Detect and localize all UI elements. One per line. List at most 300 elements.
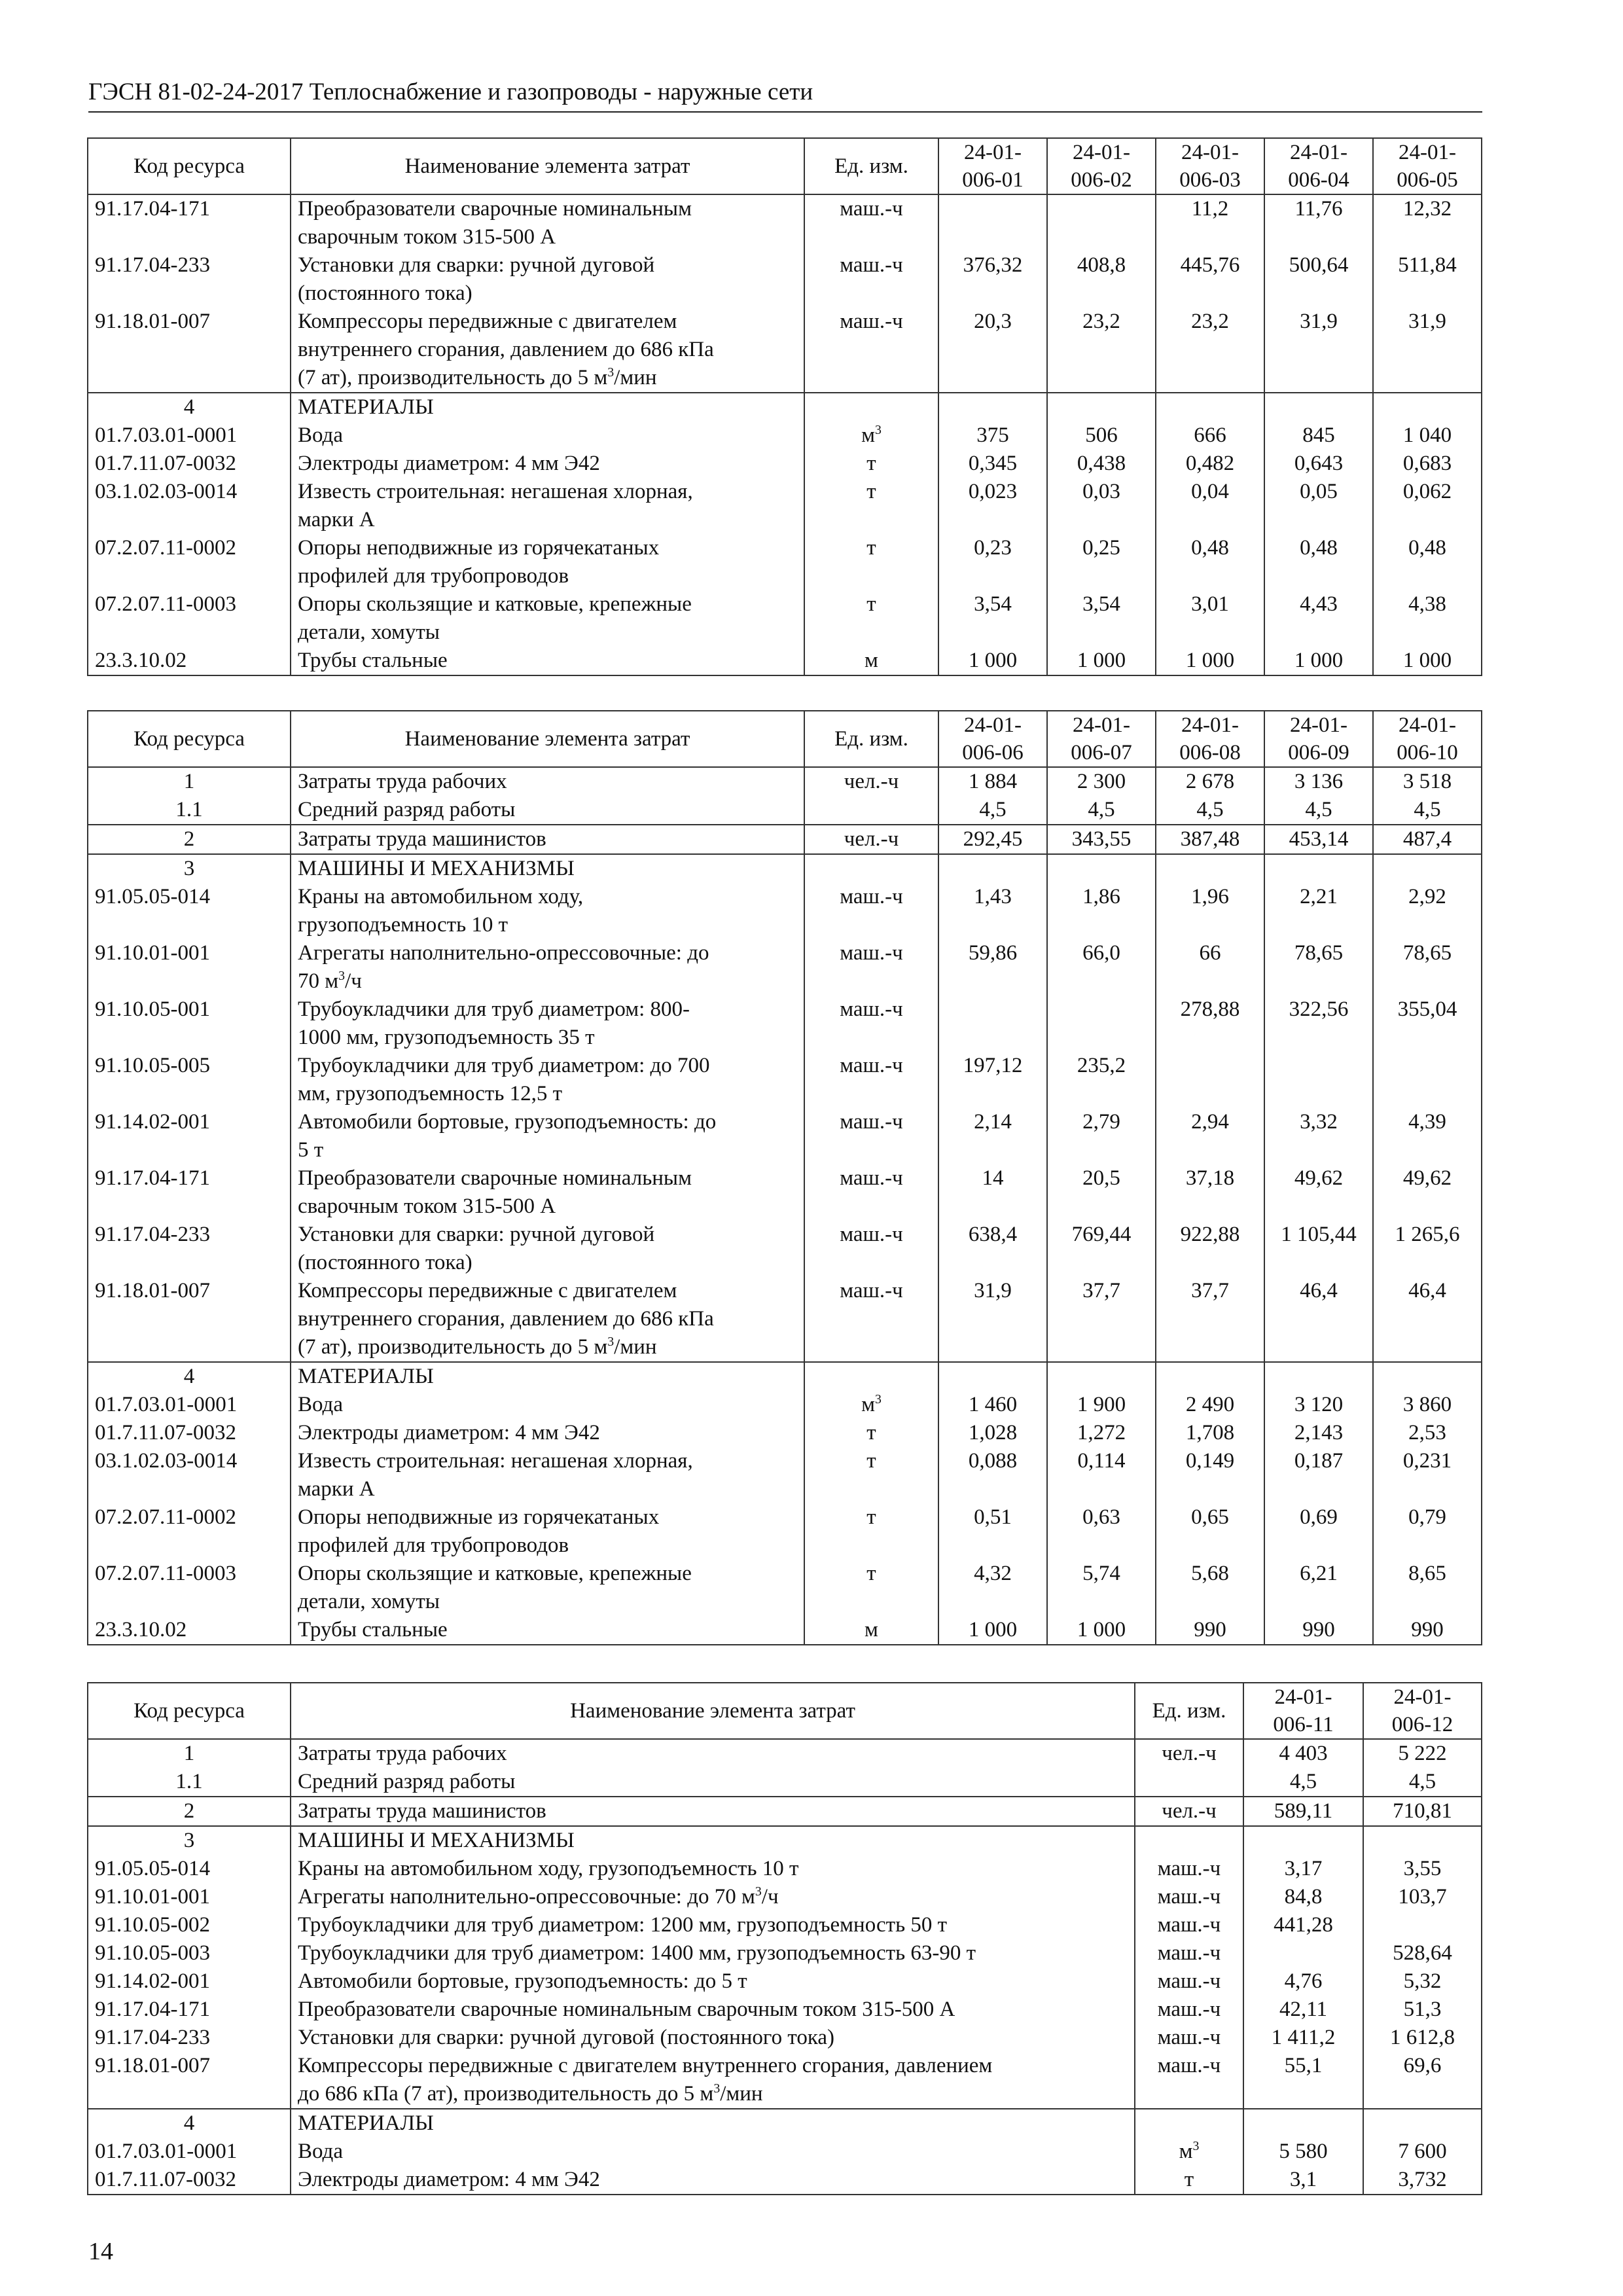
value-cell: 1 000	[1156, 647, 1264, 675]
value-cell: 4,39	[1373, 1108, 1482, 1164]
section-title: МАШИНЫ И МЕХАНИЗМЫ	[291, 1826, 1135, 1855]
value-cell	[1156, 1052, 1264, 1108]
col-header-norm	[1373, 138, 1482, 194]
unit-cell: маш.-ч	[804, 883, 938, 939]
resource-code: 1.1	[88, 796, 291, 825]
line: Автомобили бортовые, грузоподъемность: до	[298, 1110, 717, 1134]
table-row	[88, 1391, 1482, 1419]
col-header-unit: Ед. изм.	[1135, 1683, 1243, 1739]
value-cell: 37,7	[1047, 1277, 1156, 1362]
resource-name	[291, 1108, 804, 1164]
value-cell: 7 600	[1363, 2138, 1482, 2166]
value-cell: 3 136	[1264, 767, 1373, 796]
unit-cell: т	[804, 450, 938, 478]
resource-code: 03.1.02.03-0014	[88, 478, 291, 534]
resource-name	[291, 194, 804, 251]
line: Трубоукладчики для труб диаметром: до 700	[298, 1054, 710, 1077]
resource-name	[291, 939, 804, 996]
empty-cell	[938, 854, 1047, 883]
value-cell	[1047, 194, 1156, 251]
value-cell: 78,65	[1373, 939, 1482, 996]
resource-code: 91.17.04-233	[88, 2024, 291, 2052]
value-cell: 46,4	[1264, 1277, 1373, 1362]
line: (постоянного тока)	[298, 281, 473, 305]
value-cell: 3 860	[1373, 1391, 1482, 1419]
value-cell: 51,3	[1363, 1996, 1482, 2024]
col-header-norm	[1363, 1683, 1482, 1739]
resource-code: 2	[88, 1797, 291, 1826]
value-cell: 666	[1156, 422, 1264, 450]
header-row	[88, 711, 1482, 767]
value-cell: 103,7	[1363, 1883, 1482, 1911]
value-cell: 3,1	[1243, 2166, 1363, 2195]
table-row	[88, 2052, 1482, 2109]
col-header-unit: Ед. изм.	[804, 711, 938, 767]
value-cell: 4,5	[1243, 1768, 1363, 1797]
table-row	[88, 1560, 1482, 1616]
line: 006-08	[1179, 741, 1241, 764]
resource-name	[291, 767, 804, 796]
resource-name	[291, 1277, 804, 1362]
resource-code: 01.7.03.01-0001	[88, 1391, 291, 1419]
page-header: ГЭСН 81-02-24-2017 Теплоснабжение и газопроводы - наружные сети	[88, 77, 1482, 113]
value-cell: 2,94	[1156, 1108, 1264, 1164]
empty-cell	[938, 393, 1047, 422]
unit-cell: т	[1135, 2166, 1243, 2195]
value-cell: 1,028	[938, 1419, 1047, 1447]
value-cell: 1 000	[1264, 647, 1373, 675]
value-cell: 387,48	[1156, 825, 1264, 854]
value-cell: 3,32	[1264, 1108, 1373, 1164]
empty-cell	[1156, 854, 1264, 883]
value-cell: 0,062	[1373, 478, 1482, 534]
line: 70 $м^3/ч$	[298, 969, 362, 993]
line: 006-01	[962, 168, 1024, 192]
line: 24-01-	[1073, 141, 1130, 164]
line: Вода	[298, 2140, 343, 2163]
unit-cell: $м^3$	[804, 1391, 938, 1419]
resource-code: 01.7.11.07-0032	[88, 1419, 291, 1447]
value-cell: 0,65	[1156, 1503, 1264, 1560]
resource-name	[291, 1164, 804, 1221]
value-cell: 355,04	[1373, 996, 1482, 1052]
line: 1000 мм, грузоподъемность 35 т	[298, 1026, 595, 1049]
value-cell: 0,438	[1047, 450, 1156, 478]
line: 24-01-	[1290, 713, 1347, 737]
value-cell: 0,187	[1264, 1447, 1373, 1503]
line: профилей для трубопроводов	[298, 1534, 569, 1557]
resource-name	[291, 2166, 1135, 2195]
empty-cell	[938, 1362, 1047, 1391]
resource-name	[291, 1503, 804, 1560]
section-row	[88, 1826, 1482, 1855]
line: Опоры скользящие и катковые, крепежные	[298, 592, 692, 616]
value-cell: 845	[1264, 422, 1373, 450]
table-row	[88, 883, 1482, 939]
empty-cell	[1373, 854, 1482, 883]
table-row	[88, 825, 1482, 854]
unit-cell: т	[804, 1419, 938, 1447]
line: Электроды диаметром: 4 мм Э42	[298, 1421, 600, 1444]
empty-cell	[1363, 2109, 1482, 2138]
resource-name	[291, 1883, 1135, 1911]
value-cell: 5,74	[1047, 1560, 1156, 1616]
value-cell: 31,9	[938, 1277, 1047, 1362]
value-cell: 1 000	[938, 1616, 1047, 1645]
unit-cell: т	[804, 1447, 938, 1503]
value-cell: 0,04	[1156, 478, 1264, 534]
value-cell: 0,23	[938, 534, 1047, 590]
resource-name	[291, 450, 804, 478]
line: Преобразователи сварочные номинальным	[298, 1166, 692, 1190]
col-header-code: Код ресурса	[88, 138, 291, 194]
line: 24-01-	[964, 713, 1022, 737]
section-code: 4	[88, 1362, 291, 1391]
resource-name	[291, 2024, 1135, 2052]
table-row	[88, 1967, 1482, 1996]
table-row	[88, 1911, 1482, 1939]
line: (7 ат), производительность до 5 $м^3$/мин	[298, 1335, 657, 1359]
line: Преобразователи сварочные номинальным сварочным током 315-500 А	[298, 1998, 955, 2021]
value-cell: 4,32	[938, 1560, 1047, 1616]
value-cell: 0,03	[1047, 478, 1156, 534]
resource-table-2	[87, 710, 1482, 1645]
value-cell	[1243, 1939, 1363, 1967]
line: мм, грузоподъемность 12,5 т	[298, 1082, 563, 1105]
line: Вода	[298, 423, 343, 447]
value-cell: 1,86	[1047, 883, 1156, 939]
value-cell: 1 884	[938, 767, 1047, 796]
resource-name	[291, 2052, 1135, 2109]
unit-cell: маш.-ч	[1135, 1911, 1243, 1939]
unit-cell: маш.-ч	[1135, 1855, 1243, 1883]
empty-cell	[1243, 2109, 1363, 2138]
resource-name	[291, 251, 804, 308]
value-cell: 0,51	[938, 1503, 1047, 1560]
unit-cell: маш.-ч	[804, 308, 938, 393]
resource-code: 91.18.01-007	[88, 2052, 291, 2109]
table-row	[88, 1419, 1482, 1447]
unit-cell: м	[804, 1616, 938, 1645]
value-cell: 0,088	[938, 1447, 1047, 1503]
section-row	[88, 393, 1482, 422]
resource-name	[291, 996, 804, 1052]
table-row	[88, 1768, 1482, 1797]
value-cell: 3,54	[1047, 590, 1156, 647]
resource-code: 01.7.11.07-0032	[88, 2166, 291, 2195]
unit-cell: маш.-ч	[1135, 1939, 1243, 1967]
table-row	[88, 534, 1482, 590]
table-row	[88, 1616, 1482, 1645]
col-header-norm	[938, 711, 1047, 767]
value-cell: 376,32	[938, 251, 1047, 308]
resource-name	[291, 1996, 1135, 2024]
value-cell: 37,7	[1156, 1277, 1264, 1362]
resource-table-1	[87, 137, 1482, 676]
line: Компрессоры передвижные с двигателем	[298, 310, 677, 333]
value-cell: 59,86	[938, 939, 1047, 996]
value-cell: 31,9	[1264, 308, 1373, 393]
empty-cell	[1363, 1826, 1482, 1855]
unit-cell: маш.-ч	[804, 939, 938, 996]
value-cell: 69,6	[1363, 2052, 1482, 2109]
resource-code: 91.10.05-001	[88, 996, 291, 1052]
unit-cell: м	[804, 647, 938, 675]
value-cell: 2,14	[938, 1108, 1047, 1164]
value-cell: 3,55	[1363, 1855, 1482, 1883]
resource-name	[291, 422, 804, 450]
value-cell: 445,76	[1156, 251, 1264, 308]
value-cell: 4,5	[1156, 796, 1264, 825]
line: Трубы стальные	[298, 1618, 448, 1641]
table-row	[88, 308, 1482, 393]
line: 24-01-	[1393, 1685, 1452, 1709]
col-header-norm	[1156, 138, 1264, 194]
resource-name	[291, 1768, 1135, 1797]
value-cell: 638,4	[938, 1221, 1047, 1277]
unit-cell: чел.-ч	[1135, 1739, 1243, 1768]
resource-name	[291, 1616, 804, 1645]
value-cell: 14	[938, 1164, 1047, 1221]
value-cell: 20,5	[1047, 1164, 1156, 1221]
line: детали, хомуты	[298, 620, 440, 644]
resource-code: 07.2.07.11-0003	[88, 1560, 291, 1616]
unit-cell	[804, 796, 938, 825]
col-header-norm	[1264, 711, 1373, 767]
value-cell: 990	[1264, 1616, 1373, 1645]
line: 006-04	[1288, 168, 1349, 192]
empty-cell	[1047, 393, 1156, 422]
line: 006-10	[1397, 741, 1458, 764]
resource-code: 91.17.04-171	[88, 194, 291, 251]
value-cell: 710,81	[1363, 1797, 1482, 1826]
value-cell: 20,3	[938, 308, 1047, 393]
value-cell: 511,84	[1373, 251, 1482, 308]
empty-cell	[1264, 854, 1373, 883]
col-header-norm	[1264, 138, 1373, 194]
empty-cell	[804, 393, 938, 422]
table-row	[88, 1883, 1482, 1911]
line: Установки для сварки: ручной дуговой	[298, 253, 655, 277]
line: 006-02	[1071, 168, 1132, 192]
col-header-norm	[1373, 711, 1482, 767]
unit-cell: маш.-ч	[1135, 1967, 1243, 1996]
unit-cell: маш.-ч	[1135, 1996, 1243, 2024]
value-cell: 37,18	[1156, 1164, 1264, 1221]
line: Средний разряд работы	[298, 1770, 516, 1793]
table-row	[88, 450, 1482, 478]
line: 006-11	[1273, 1713, 1334, 1736]
value-cell: 0,023	[938, 478, 1047, 534]
unit-cell: маш.-ч	[804, 1221, 938, 1277]
line: внутреннего сгорания, давлением до 686 кПа	[298, 1307, 714, 1331]
resource-name	[291, 1447, 804, 1503]
value-cell: 6,21	[1264, 1560, 1373, 1616]
resource-code: 91.05.05-014	[88, 1855, 291, 1883]
resource-name	[291, 1391, 804, 1419]
unit-cell: маш.-ч	[804, 996, 938, 1052]
resource-table-3	[87, 1682, 1482, 2195]
line: Затраты труда машинистов	[298, 827, 546, 851]
value-cell: 8,65	[1373, 1560, 1482, 1616]
value-cell	[1373, 1052, 1482, 1108]
page-number: 14	[88, 2238, 113, 2265]
value-cell: 1 040	[1373, 422, 1482, 450]
value-cell: 343,55	[1047, 825, 1156, 854]
value-cell: 4,5	[938, 796, 1047, 825]
line: Известь строительная: негашеная хлорная,	[298, 1449, 693, 1473]
resource-code: 01.7.03.01-0001	[88, 2138, 291, 2166]
empty-cell	[1135, 2109, 1243, 2138]
table-row	[88, 251, 1482, 308]
line: Трубоукладчики для труб диаметром: 1400 мм, грузоподъемность 63-90 т	[298, 1941, 976, 1965]
line: 006-09	[1288, 741, 1349, 764]
line: Трубы стальные	[298, 649, 448, 672]
line: Известь строительная: негашеная хлорная,	[298, 480, 693, 503]
unit-cell: чел.-ч	[1135, 1797, 1243, 1826]
value-cell: 5 222	[1363, 1739, 1482, 1768]
line: внутреннего сгорания, давлением до 686 кПа	[298, 338, 714, 361]
value-cell: 0,25	[1047, 534, 1156, 590]
value-cell: 5 580	[1243, 2138, 1363, 2166]
resource-name	[291, 534, 804, 590]
value-cell: 0,48	[1373, 534, 1482, 590]
resource-name	[291, 308, 804, 393]
empty-cell	[1135, 1826, 1243, 1855]
resource-code: 01.7.11.07-0032	[88, 450, 291, 478]
resource-name	[291, 1560, 804, 1616]
resource-code: 91.17.04-233	[88, 251, 291, 308]
line: Электроды диаметром: 4 мм Э42	[298, 2168, 600, 2191]
line: 006-07	[1071, 741, 1132, 764]
resource-name	[291, 796, 804, 825]
resource-code: 1	[88, 1739, 291, 1768]
value-cell: 990	[1156, 1616, 1264, 1645]
table-row	[88, 1108, 1482, 1164]
value-cell: 375	[938, 422, 1047, 450]
value-cell: 84,8	[1243, 1883, 1363, 1911]
unit-cell: маш.-ч	[804, 1108, 938, 1164]
value-cell: 5,68	[1156, 1560, 1264, 1616]
value-cell: 2 678	[1156, 767, 1264, 796]
line: 24-01-	[964, 141, 1022, 164]
table-row	[88, 1855, 1482, 1883]
line: 24-01-	[1181, 141, 1239, 164]
resource-name	[291, 647, 804, 675]
value-cell: 0,05	[1264, 478, 1373, 534]
unit-cell: маш.-ч	[804, 251, 938, 308]
value-cell: 1 612,8	[1363, 2024, 1482, 2052]
section-title: МАТЕРИАЛЫ	[291, 2109, 1135, 2138]
table-row	[88, 1447, 1482, 1503]
resource-code: 07.2.07.11-0002	[88, 1503, 291, 1560]
unit-cell: т	[804, 1503, 938, 1560]
section-title: МАТЕРИАЛЫ	[291, 393, 804, 422]
table-row	[88, 767, 1482, 796]
col-header-norm	[1243, 1683, 1363, 1739]
value-cell: 4,43	[1264, 590, 1373, 647]
value-cell: 2 300	[1047, 767, 1156, 796]
unit-cell: т	[804, 478, 938, 534]
value-cell	[1264, 1052, 1373, 1108]
value-cell: 453,14	[1264, 825, 1373, 854]
section-code: 4	[88, 2109, 291, 2138]
empty-cell	[1243, 1826, 1363, 1855]
value-cell: 1 105,44	[1264, 1221, 1373, 1277]
value-cell: 528,64	[1363, 1939, 1482, 1967]
col-header-code: Код ресурса	[88, 711, 291, 767]
value-cell: 1,272	[1047, 1419, 1156, 1447]
value-cell: 78,65	[1264, 939, 1373, 996]
value-cell: 922,88	[1156, 1221, 1264, 1277]
header-row	[88, 1683, 1482, 1739]
table-row	[88, 1739, 1482, 1768]
line: Компрессоры передвижные с двигателем внутреннего сгорания, давлением	[298, 2054, 993, 2077]
value-cell: 11,76	[1264, 194, 1373, 251]
value-cell: 1 000	[1373, 647, 1482, 675]
value-cell: 55,1	[1243, 2052, 1363, 2109]
col-header-norm	[1047, 711, 1156, 767]
line: марки А	[298, 1477, 375, 1501]
line: Преобразователи сварочные номинальным	[298, 197, 692, 221]
table-row	[88, 1164, 1482, 1221]
line: Затраты труда рабочих	[298, 770, 507, 793]
resource-code: 23.3.10.02	[88, 647, 291, 675]
unit-cell: т	[804, 534, 938, 590]
resource-code: 91.14.02-001	[88, 1967, 291, 1996]
table-row	[88, 996, 1482, 1052]
table-row	[88, 1939, 1482, 1967]
col-header-code: Код ресурса	[88, 1683, 291, 1739]
table-row	[88, 422, 1482, 450]
value-cell: 3,732	[1363, 2166, 1482, 2195]
value-cell	[1047, 996, 1156, 1052]
line: 006-05	[1397, 168, 1458, 192]
value-cell: 4,38	[1373, 590, 1482, 647]
value-cell: 12,32	[1373, 194, 1482, 251]
resource-name	[291, 883, 804, 939]
line: Краны на автомобильном ходу,	[298, 885, 584, 908]
value-cell: 49,62	[1373, 1164, 1482, 1221]
value-cell: 1 265,6	[1373, 1221, 1482, 1277]
value-cell: 500,64	[1264, 251, 1373, 308]
table-row	[88, 1503, 1482, 1560]
empty-cell	[1047, 854, 1156, 883]
line: Опоры неподвижные из горячекатаных	[298, 536, 660, 560]
value-cell: 66	[1156, 939, 1264, 996]
resource-name	[291, 1221, 804, 1277]
line: Затраты труда машинистов	[298, 1799, 546, 1823]
resource-name	[291, 1911, 1135, 1939]
value-cell: 1 000	[1047, 647, 1156, 675]
value-cell: 3,17	[1243, 1855, 1363, 1883]
table-row	[88, 939, 1482, 996]
value-cell: 589,11	[1243, 1797, 1363, 1826]
line: Вода	[298, 1393, 343, 1416]
value-cell: 0,231	[1373, 1447, 1482, 1503]
empty-cell	[1156, 393, 1264, 422]
table-row	[88, 1277, 1482, 1362]
empty-cell	[1047, 1362, 1156, 1391]
section-row	[88, 854, 1482, 883]
resource-name	[291, 1967, 1135, 1996]
unit-cell: т	[804, 1560, 938, 1616]
line: 24-01-	[1399, 141, 1456, 164]
unit-cell: маш.-ч	[1135, 1883, 1243, 1911]
resource-name	[291, 590, 804, 647]
value-cell: 0,345	[938, 450, 1047, 478]
line: 006-03	[1179, 168, 1241, 192]
